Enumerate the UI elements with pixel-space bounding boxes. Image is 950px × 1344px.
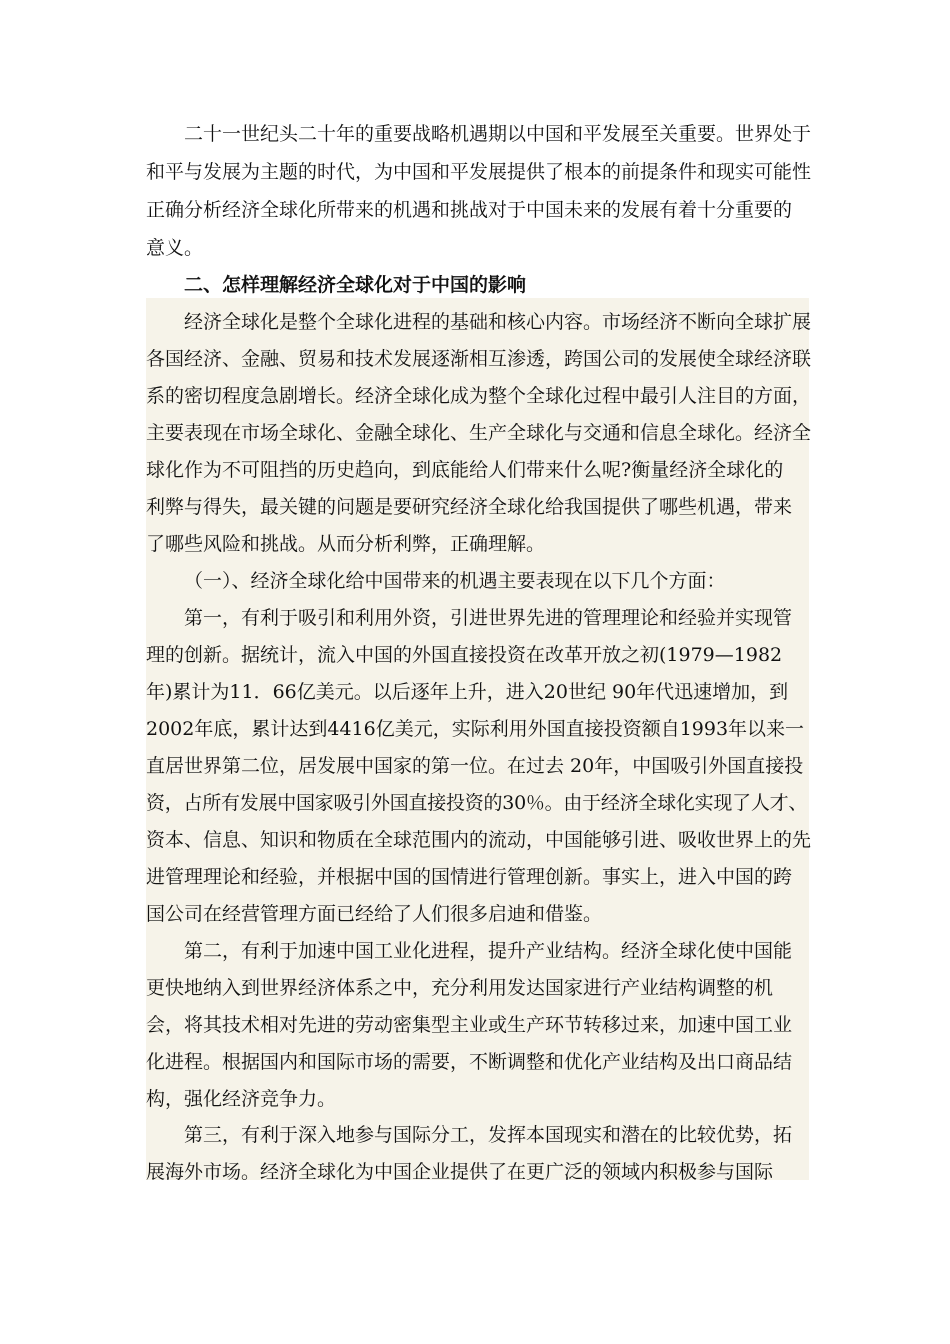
para3-line: 第二，有利于加速中国工业化进程，提升产业结构。经济全球化使中国能 <box>184 940 793 962</box>
para2-line: 进管理理论和经验，并根据中国的国情进行管理创新。事实上，进入中国的跨 <box>146 866 793 888</box>
para2-line: 直居世界第二位，居发展中国家的第一位。在过去 20年，中国吸引外国直接投 <box>146 755 804 777</box>
para4-line: 展海外市场。经济全球化为中国企业提供了在更广泛的领域内积极参与国际 <box>146 1161 774 1183</box>
para3-line: 会，将其技术相对先进的劳动密集型主业或生产环节转移过来，加速中国工业 <box>146 1014 793 1036</box>
para1-line: 经济全球化是整个全球化进程的基础和核心内容。市场经济不断向全球扩展 <box>184 311 812 333</box>
para2-line: 年)累计为11．66亿美元。以后逐年上升，进入20世纪 90年代迅速增加，到 <box>146 681 789 703</box>
para1-line: 系的密切程度急剧增长。经济全球化成为整个全球化过程中最引人注目的方面， <box>146 385 812 407</box>
para3-line: 化进程。根据国内和国际市场的需要，不断调整和优化产业结构及出口商品结 <box>146 1051 793 1073</box>
para2-line: 资本、信息、知识和物质在全球范围内的流动，中国能够引进、吸收世界上的先 <box>146 829 812 851</box>
para3-line: 更快地纳入到世界经济体系之中，充分利用发达国家进行产业结构调整的机 <box>146 977 774 999</box>
para2-line: 第一，有利于吸引和利用外资，引进世界先进的管理理论和经验并实现管 <box>184 607 793 629</box>
intro-line: 和平与发展为主题的时代，为中国和平发展提供了根本的前提条件和现实可能性 <box>146 161 812 183</box>
para1-line: 利弊与得失，最关键的问题是要研究经济全球化给我国提供了哪些机遇，带来 <box>146 496 793 518</box>
para1-line: 球化作为不可阻挡的历史趋向，到底能给人们带来什么呢?衡量经济全球化的 <box>146 459 784 481</box>
para2-line: 资，占所有发展中国家吸引外国直接投资的30％。由于经济全球化实现了人才、 <box>146 792 808 814</box>
section-heading: 二、怎样理解经济全球化对于中国的影响 <box>184 274 527 296</box>
intro-line: 二十一世纪头二十年的重要战略机遇期以中国和平发展至关重要。世界处于 <box>184 123 812 145</box>
para1-line: 主要表现在市场全球化、金融全球化、生产全球化与交通和信息全球化。经济全 <box>146 422 812 444</box>
para1-line: 了哪些风险和挑战。从而分析利弊，正确理解。 <box>146 533 546 555</box>
intro-line: 意义。 <box>146 237 204 259</box>
subheading: （一）、经济全球化给中国带来的机遇主要表现在以下几个方面： <box>184 570 726 592</box>
para2-line: 理的创新。据统计，流入中国的外国直接投资在改革开放之初(1979—1982 <box>146 644 783 666</box>
para3-line: 构，强化经济竞争力。 <box>146 1088 337 1110</box>
para2-line: 2002年底，累计达到4416亿美元，实际利用外国直接投资额自1993年以来一 <box>146 718 805 740</box>
para2-line: 国公司在经营管理方面已经给了人们很多启迪和借鉴。 <box>146 903 603 925</box>
para1-line: 各国经济、金融、贸易和技术发展逐渐相互渗透，跨国公司的发展使全球经济联 <box>146 348 812 370</box>
para4-line: 第三，有利于深入地参与国际分工，发挥本国现实和潜在的比较优势，拓 <box>184 1124 793 1146</box>
intro-line: 正确分析经济全球化所带来的机遇和挑战对于中国未来的发展有着十分重要的 <box>146 199 793 221</box>
